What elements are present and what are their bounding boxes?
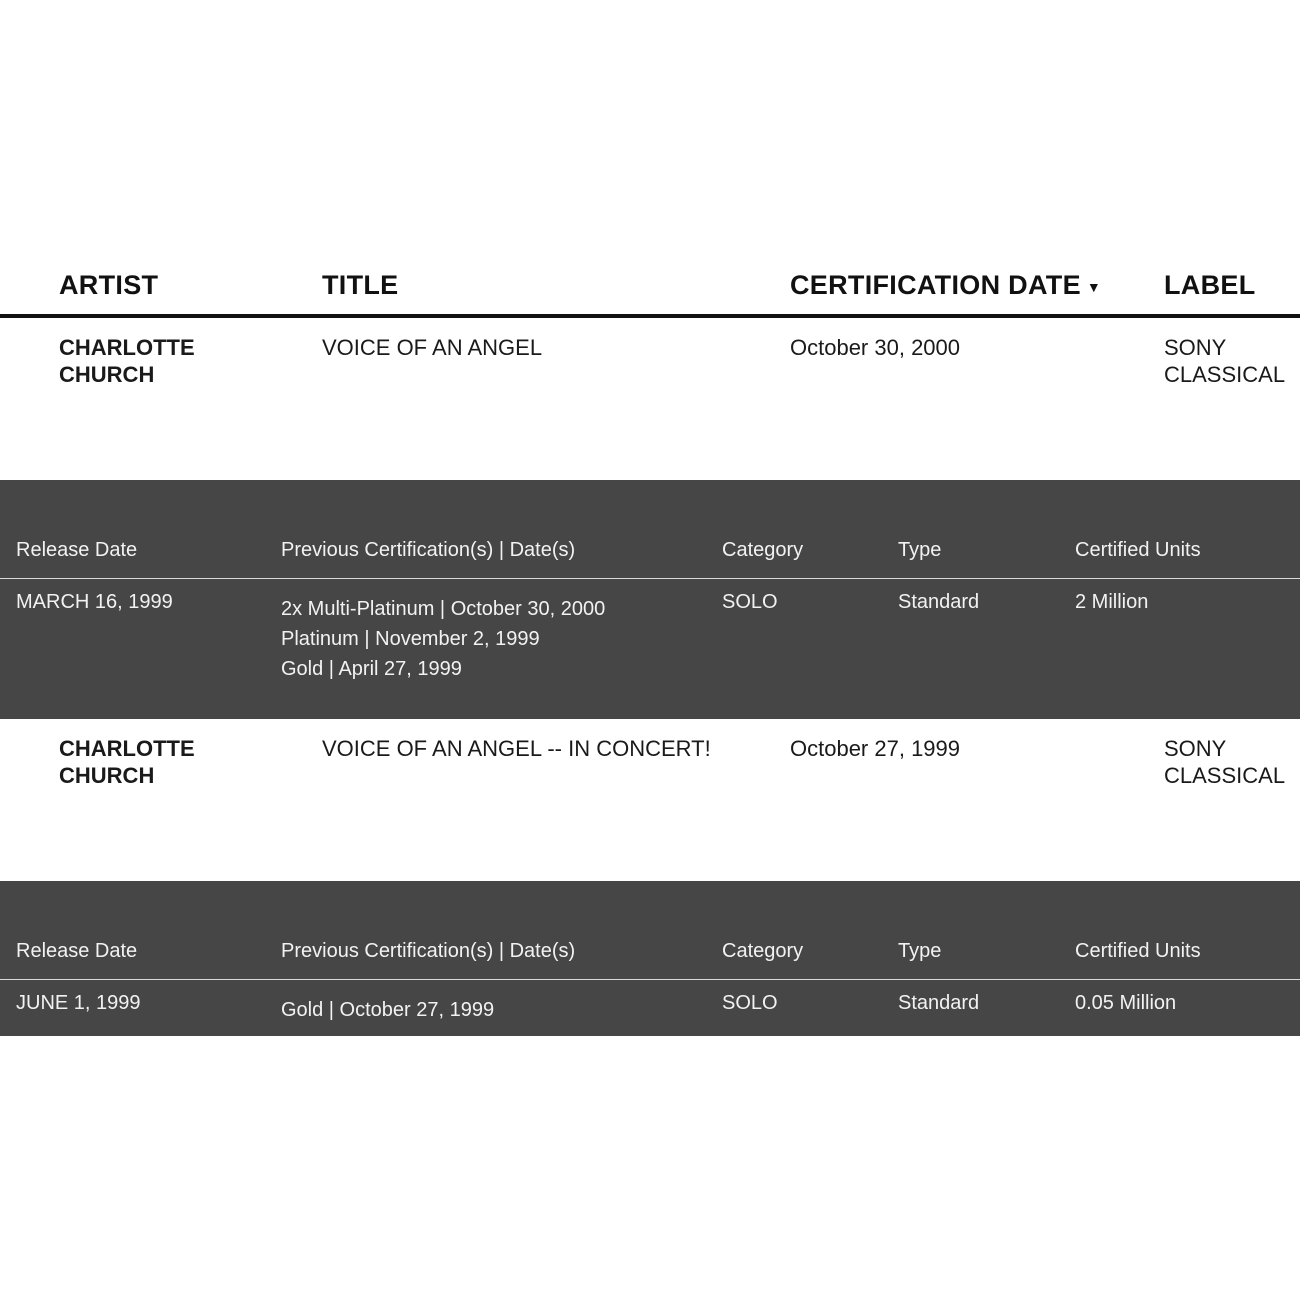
previous-certification: Gold | October 27, 1999 bbox=[281, 999, 495, 1021]
detail-header-certified-units: Certified Units bbox=[1075, 539, 1201, 561]
previous-certifications bbox=[281, 992, 494, 1029]
previous-certification: Gold | April 27, 1999 bbox=[281, 658, 462, 680]
column-header-artist[interactable] bbox=[59, 270, 158, 301]
album-title: VOICE OF AN ANGEL bbox=[322, 335, 543, 360]
detail-header bbox=[0, 881, 1300, 980]
column-header-title[interactable] bbox=[322, 270, 399, 301]
detail-header-category: Category bbox=[722, 539, 804, 561]
detail-header-release-date: Release Date bbox=[16, 539, 138, 561]
previous-certification: 2x Multi-Platinum | October 30, 2000 bbox=[281, 598, 606, 620]
table-row[interactable] bbox=[0, 719, 1300, 1036]
type-value: Standard bbox=[898, 992, 980, 1014]
certifications-table bbox=[0, 262, 1300, 1036]
column-header-certification-date[interactable] bbox=[790, 270, 1101, 301]
certified-units-value: 0.05 Million bbox=[1075, 992, 1177, 1014]
column-header-title-label: TITLE bbox=[322, 270, 399, 300]
row-detail-panel bbox=[0, 881, 1300, 1036]
category-value: SOLO bbox=[722, 992, 778, 1014]
previous-certification: Platinum | November 2, 1999 bbox=[281, 628, 540, 650]
row-detail-panel bbox=[0, 480, 1300, 719]
table-row-summary[interactable] bbox=[0, 318, 1300, 480]
detail-header-type: Type bbox=[898, 539, 942, 561]
previous-certifications bbox=[281, 591, 605, 688]
detail-header-previous: Previous Certification(s) | Date(s) bbox=[281, 539, 576, 561]
table-row-summary[interactable] bbox=[0, 719, 1300, 881]
certification-date: October 27, 1999 bbox=[790, 736, 961, 761]
detail-body bbox=[0, 579, 1300, 719]
detail-header bbox=[0, 480, 1300, 579]
category-value: SOLO bbox=[722, 591, 778, 613]
detail-body bbox=[0, 980, 1300, 1036]
detail-header-release-date: Release Date bbox=[16, 940, 138, 962]
certified-units-value: 2 Million bbox=[1075, 591, 1149, 613]
detail-header-type: Type bbox=[898, 940, 942, 962]
table-row[interactable] bbox=[0, 318, 1300, 719]
caret-down-icon[interactable]: ▼ bbox=[1086, 278, 1102, 295]
record-label: SONY CLASSICAL bbox=[1164, 736, 1286, 788]
column-header-label-label: LABEL bbox=[1164, 270, 1256, 300]
detail-header-category: Category bbox=[722, 940, 804, 962]
table-header bbox=[0, 262, 1300, 318]
column-header-certification-date-label: CERTIFICATION DATE bbox=[790, 270, 1081, 300]
column-header-label[interactable] bbox=[1164, 270, 1256, 301]
artist-name: CHARLOTTE CHURCH bbox=[59, 736, 195, 788]
record-label: SONY CLASSICAL bbox=[1164, 335, 1286, 387]
detail-header-previous: Previous Certification(s) | Date(s) bbox=[281, 940, 576, 962]
detail-header-certified-units: Certified Units bbox=[1075, 940, 1201, 962]
release-date: JUNE 1, 1999 bbox=[16, 992, 141, 1014]
release-date: MARCH 16, 1999 bbox=[16, 591, 173, 613]
column-header-artist-label: ARTIST bbox=[59, 270, 159, 300]
certification-date: October 30, 2000 bbox=[790, 335, 961, 360]
artist-name: CHARLOTTE CHURCH bbox=[59, 335, 195, 387]
type-value: Standard bbox=[898, 591, 980, 613]
album-title: VOICE OF AN ANGEL -- IN CONCERT! bbox=[322, 736, 711, 761]
